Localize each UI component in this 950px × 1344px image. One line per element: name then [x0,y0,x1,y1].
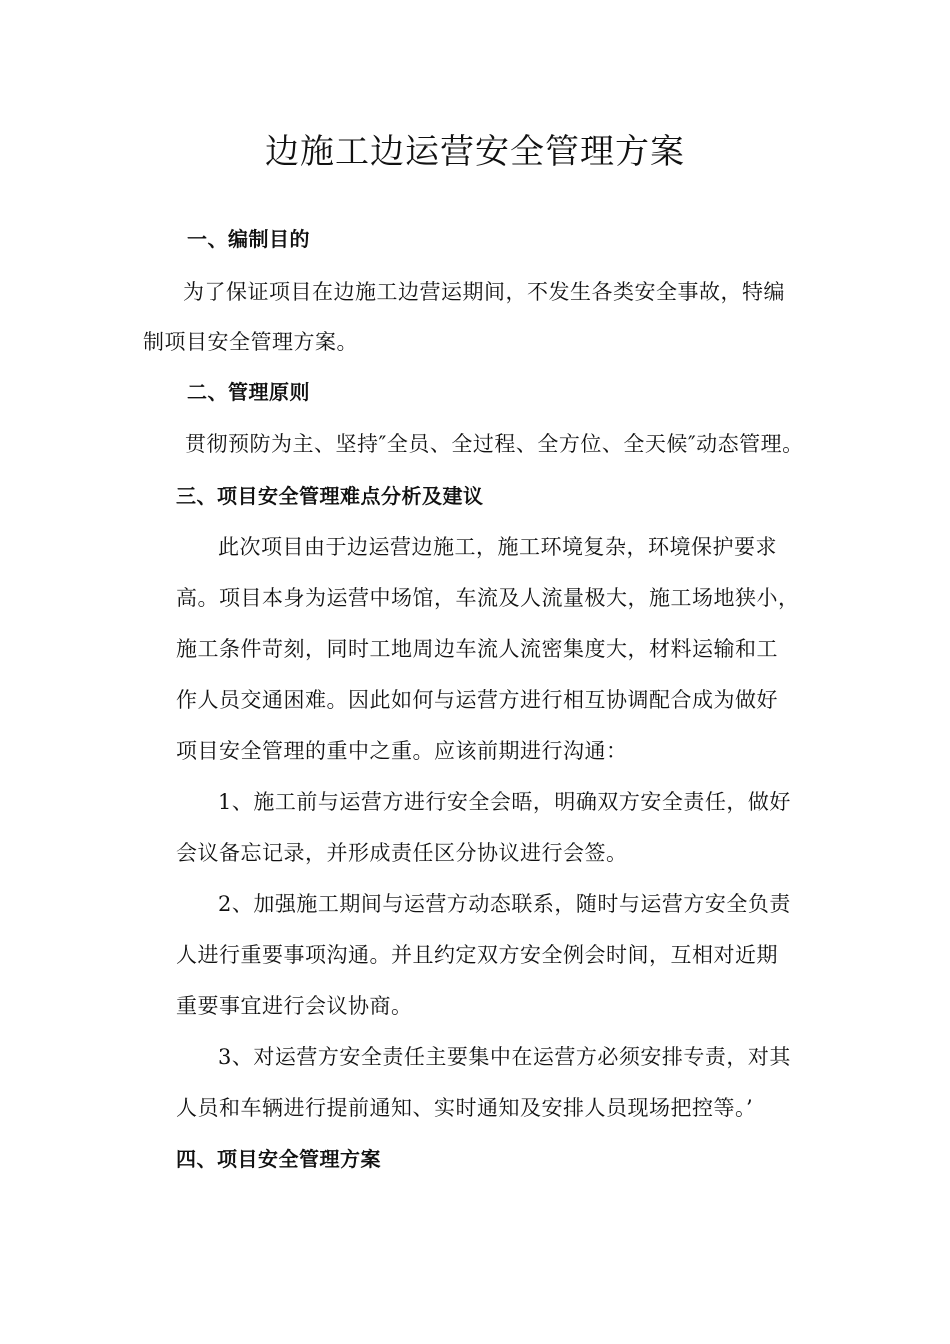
section-heading-plan: 四、项目安全管理方案 [176,1147,381,1171]
paragraph-line: 项目安全管理的重中之重。应该前期进行沟通： [176,739,628,763]
paragraph-line: 施工条件苛刻，同时工地周边车流人流密集度大，材料运输和工 [176,637,778,661]
list-item-line: 3、对运营方安全责任主要集中在运营方必须安排专责，对其 [218,1045,791,1069]
paragraph-line: 此次项目由于边运营边施工，施工环境复杂，环境保护要求 [218,535,777,559]
list-item-line: 2、加强施工期间与运营方动态联系，随时与运营方安全负责 [218,892,791,916]
list-item-line: 人员和车辆进行提前通知、实时通知及安排人员现场把控等。’ [176,1096,754,1120]
section-heading-principle: 二、管理原则 [187,380,310,404]
section-heading-purpose: 一、编制目的 [187,227,310,251]
list-item-line: 人进行重要事项沟通。并且约定双方安全例会时间，互相对近期 [176,943,778,967]
section-heading-analysis: 三、项目安全管理难点分析及建议 [176,484,484,508]
list-item-line: 会议备忘记录，并形成责任区分协议进行会签。 [176,841,628,865]
paragraph-line: 为了保证项目在边施工边营运期间，不发生各类安全事故，特编 [183,280,785,304]
list-item-line: 重要事宜进行会议协商。 [176,994,413,1018]
paragraph-line: 制项目安全管理方案。 [143,330,358,354]
paragraph-line: 高。项目本身为运营中场馆，车流及人流量极大，施工场地狭小， [176,586,800,610]
paragraph-line: 作人员交通困难。因此如何与运营方进行相互协调配合成为做好 [176,688,778,712]
paragraph-line: 贯彻预防为主、坚持″全员、全过程、全方位、全天候″动态管理。 [185,432,804,456]
list-item-line: 1、施工前与运营方进行安全会晤，明确双方安全责任，做好 [218,790,791,814]
document-title: 边施工边运营安全管理方案 [265,132,685,172]
